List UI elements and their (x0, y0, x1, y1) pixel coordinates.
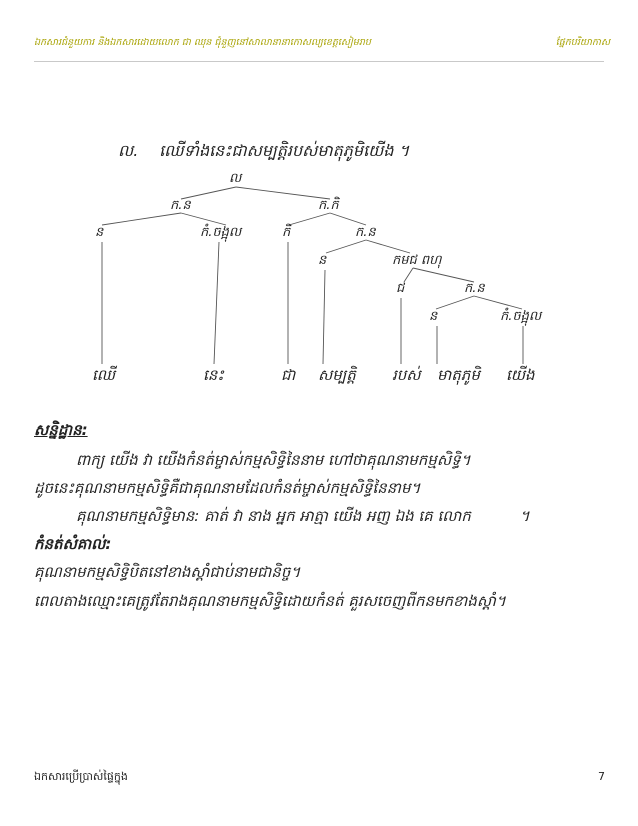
tree-node-root: ល (229, 171, 242, 186)
note-line-2: ពេលតាងឈ្មោះគេត្រូវតែរាងគុណនាមកម្មសិទ្ធិដោយកំនត់ គួរសចេញពីកនមកខាងស្តាំ។ (34, 592, 506, 610)
tree-word-1: ឈើ (92, 366, 116, 384)
tree-word-6: មាតុភូមិ (437, 366, 480, 384)
tree-node-vp: ក.កិ (318, 198, 339, 213)
tree-word-4: សម្បត្តិ (318, 366, 356, 384)
header-right-text: ផ្នែកបរិយាកាស (555, 37, 610, 48)
sentence-end-mark: ។ (519, 507, 530, 525)
page-number: 7 (598, 770, 605, 783)
tree-word-5: របស់ (392, 366, 421, 384)
tree-node-demonstrative-1: កំ.ចង្អុល (200, 225, 242, 240)
possessive-list: គុណនាមកម្មសិទ្ធិមាន: គាត់ វា នាង អ្នក អាត្មា យើង អញ ឯង គេ លោក (76, 507, 471, 525)
note-title: កំនត់សំគាល់: (34, 535, 112, 553)
tree-node-demonstrative-2: កំ.ចង្អុល (500, 309, 542, 324)
conclusion-line-2: ដូចនេះគុណនាមកម្មសិទ្ធិគឺជាគុណនាមដែលកំនត់ម្ចាស់កម្មសិទ្ធិនៃនាម។ (34, 479, 421, 497)
tree-word-3: ជា (281, 366, 296, 384)
example-text: ឈើទាំងនេះជាសម្បត្តិរបស់មាតុភូមិយើង ។ (159, 141, 410, 160)
tree-node-noun-3: ន (429, 309, 438, 324)
conclusion-line-3 (76, 507, 529, 529)
conclusion-title: សន្និដ្ឋាន: (34, 421, 88, 439)
tree-node-verb: កិ (282, 225, 291, 240)
tree-edge (214, 242, 219, 364)
tree-node-np-left: ក.ន (170, 198, 191, 213)
tree-word-2: នេះ (203, 366, 224, 384)
note-line-1: គុណនាមកម្មសិទ្ធិបិតនៅខាងស្តាំជាប់នាមជានិច្ច។ (34, 563, 301, 581)
tree-edge (236, 187, 330, 199)
tree-node-np-right: ក.ន (464, 281, 485, 296)
tree-node-preposition: ជ (396, 281, 405, 296)
footer-text: ឯកសារប្រើប្រាស់ផ្ទៃក្នុង (34, 770, 128, 783)
tree-node-noun-1: ន (95, 225, 104, 240)
tree-node-prep-phrase: កមជ ពហុ (392, 253, 442, 268)
tree-edge (323, 270, 325, 364)
example-label: ល. (118, 141, 139, 160)
tree-node-noun-2: ន (318, 253, 327, 268)
tree-node-np-middle: ក.ន (355, 225, 376, 240)
conclusion-line-1: ពាក្យ យើង វា យើងកំនត់ម្ចាស់កម្មសិទ្ធិនៃនាម ហៅថាគុណនាមកម្មសិទ្ធិ។ (76, 451, 471, 469)
header-left-text: ឯកសារជំនួយការ និងឯកសារដោយលោក ជា ឈុន ជុំនួញនៅសាលានានាកោសល្យខេត្តសៀមរាប (34, 37, 371, 48)
tree-word-7: យើង (506, 366, 535, 384)
